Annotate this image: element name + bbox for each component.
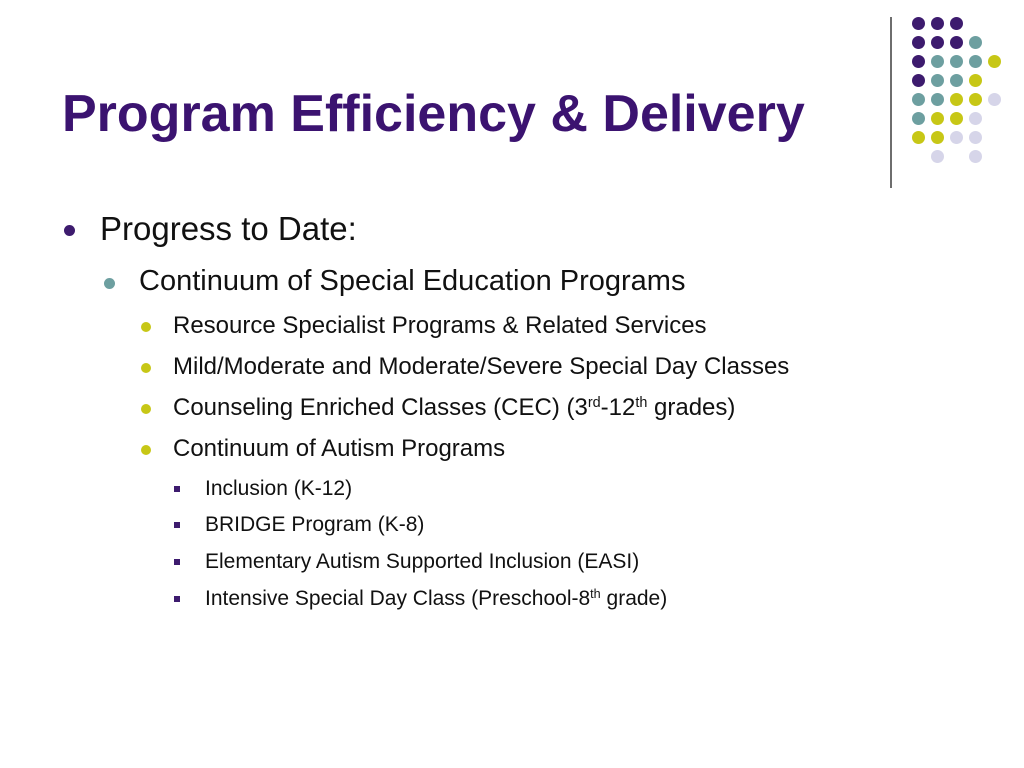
decor-dot (912, 17, 925, 30)
decor-dot (988, 93, 1001, 106)
decor-dot (912, 93, 925, 106)
bullet-dot-level3 (141, 363, 151, 373)
decor-dot (969, 93, 982, 106)
decor-dot (950, 36, 963, 49)
decor-dot (931, 150, 944, 163)
cec-text-pre: Counseling Enriched Classes (CEC) (3 (173, 394, 588, 421)
decorative-dot-grid (0, 0, 1024, 200)
bullet-level4-intensive-sdc (205, 587, 667, 611)
bullet-level3-cec (173, 394, 735, 422)
isdc-text-post: grade) (600, 587, 668, 610)
bullet-text: Progress to Date (100, 210, 348, 247)
decor-dot (912, 112, 925, 125)
decor-dot (912, 131, 925, 144)
bullet-dot-level3 (141, 322, 151, 332)
decor-dot (931, 131, 944, 144)
slide-title: Program Efficiency & Delivery (62, 85, 805, 143)
decor-dot (969, 74, 982, 87)
decor-dot (988, 55, 1001, 68)
bullet-dot-level3 (141, 445, 151, 455)
decor-dot (950, 93, 963, 106)
decor-dot (931, 36, 944, 49)
bullet-square-level4 (174, 486, 180, 492)
cec-sup-th: th (635, 395, 648, 412)
bullet-square-level4 (174, 596, 180, 602)
decor-dot (969, 55, 982, 68)
bullet-level1-progress (100, 210, 357, 248)
decor-dot (950, 131, 963, 144)
cec-text-mid: -12 (600, 394, 636, 421)
decor-dot (969, 150, 982, 163)
bullet-square-level4 (174, 559, 180, 565)
decor-dot (950, 74, 963, 87)
decor-dot (950, 55, 963, 68)
bullet-level4-bridge: BRIDGE Program (K-8) (205, 513, 425, 536)
decor-dot (950, 17, 963, 30)
bullet-dot-level2 (104, 278, 115, 289)
decor-dot (912, 55, 925, 68)
decor-dot (950, 112, 963, 125)
decor-dot (931, 112, 944, 125)
bullet-level2-continuum: Continuum of Special Education Programs (139, 265, 686, 297)
bullet-dot-level3 (141, 404, 151, 414)
decor-dot (969, 36, 982, 49)
cec-text-post: grades) (647, 394, 736, 421)
isdc-text-pre: Intensive Special Day Class (Preschool-8 (205, 587, 591, 610)
bullet-square-level4 (174, 522, 180, 528)
bullet-colon: : (347, 210, 357, 247)
decor-dot (931, 55, 944, 68)
bullet-level4-inclusion: Inclusion (K-12) (205, 477, 353, 500)
bullet-level4-easi: Elementary Autism Supported Inclusion (EASI) (205, 550, 640, 573)
decor-dot (912, 36, 925, 49)
bullet-level3-autism: Continuum of Autism Programs (173, 435, 506, 462)
decor-dot (969, 131, 982, 144)
bullet-level3-resource: Resource Specialist Programs & Related Services (173, 312, 707, 339)
decor-dot (931, 74, 944, 87)
decor-dot (912, 74, 925, 87)
bullet-level3-sdc: Mild/Moderate and Moderate/Severe Special Day Classes (173, 353, 790, 380)
decor-dot (931, 93, 944, 106)
bullet-dot-level1 (64, 225, 75, 236)
decor-dot (969, 112, 982, 125)
decor-dot (931, 17, 944, 30)
isdc-sup-th: th (590, 587, 601, 602)
cec-sup-rd: rd (587, 395, 601, 412)
